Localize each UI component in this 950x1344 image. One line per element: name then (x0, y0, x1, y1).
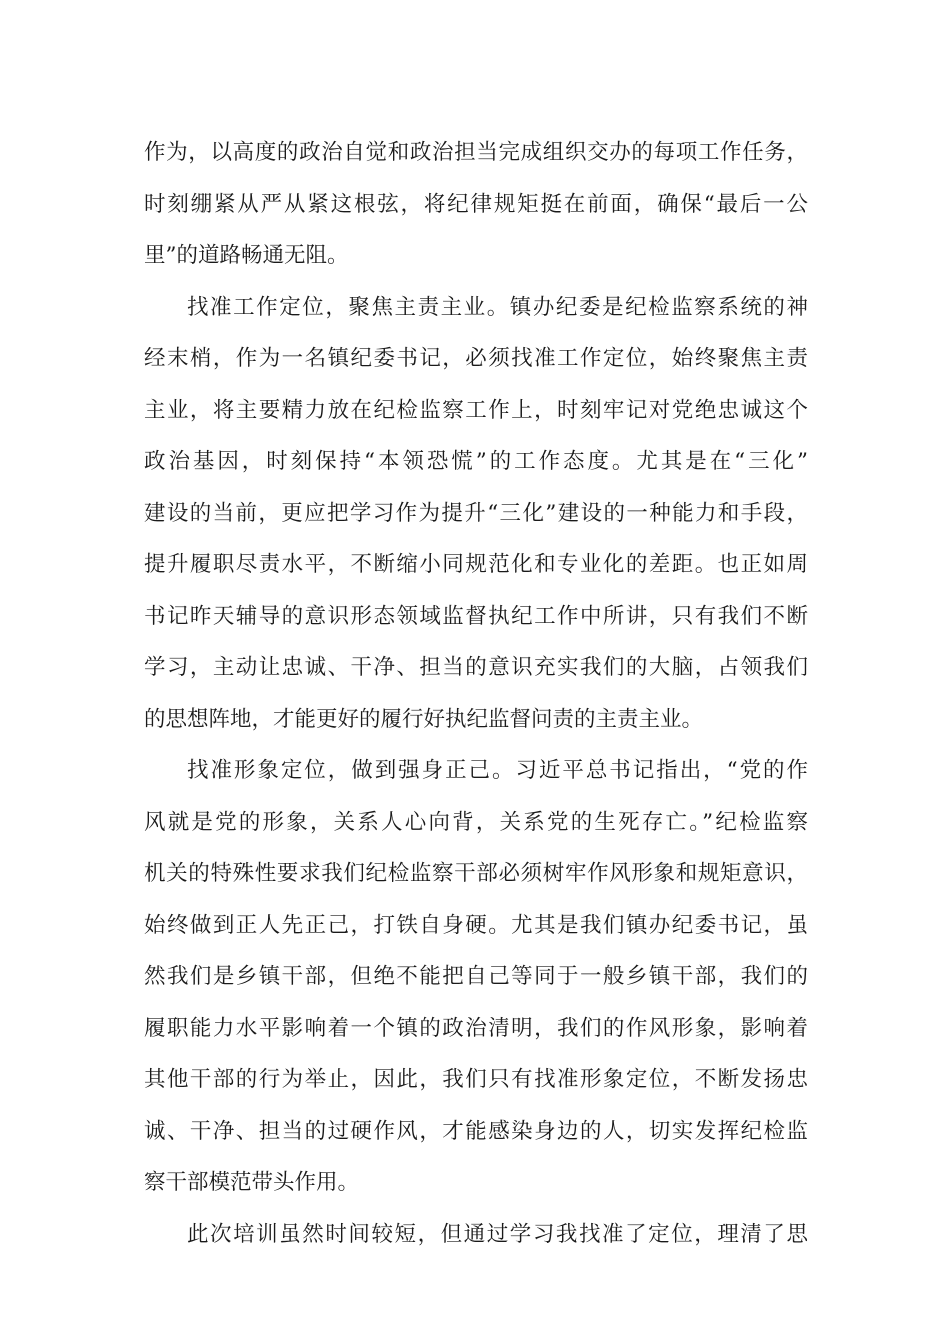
text-line: 里”的道路畅通无阻。 (144, 243, 349, 268)
text-line: 诚、干净、担当的过硬作风，才能感染身边的人，切实发挥纪检监 (144, 1118, 808, 1144)
text-line: 察干部模范带头作用。 (144, 1170, 360, 1195)
text-line: 此次培训虽然时间较短，但通过学习我找准了定位，理清了思 (187, 1221, 808, 1247)
text-line: 经末梢，作为一名镇纪委书记，必须找准工作定位，始终聚焦主责 (144, 346, 808, 371)
text-line: 机关的特殊性要求我们纪检监察干部必须树牢作风形象和规矩意识， (144, 861, 808, 886)
text-line: 学习，主动让忠诚、干净、担当的意识充实我们的大脑，占领我们 (144, 655, 808, 680)
document-body (144, 127, 808, 1260)
text-line: 的思想阵地，才能更好的履行好执纪监督问责的主责主业。 (144, 706, 704, 732)
text-line: 找准形象定位，做到强身正己。习近平总书记指出，“党的作 (187, 758, 808, 783)
text-line: 找准工作定位，聚焦主责主业。镇办纪委是纪检监察系统的神 (187, 294, 808, 320)
text-line: 始终做到正人先正己，打铁自身硬。尤其是我们镇办纪委书记，虽 (144, 912, 808, 938)
text-line: 政治基因，时刻保持“本领恐慌”的工作态度。尤其是在“三化” (144, 449, 808, 474)
text-line: 提升履职尽责水平，不断缩小同规范化和专业化的差距。也正如周 (144, 552, 808, 577)
text-line: 建设的当前，更应把学习作为提升“三化”建设的一种能力和手段， (144, 500, 808, 526)
text-line: 然我们是乡镇干部，但绝不能把自己等同于一般乡镇干部，我们的 (144, 964, 808, 989)
text-line: 其他干部的行为举止，因此，我们只有找准形象定位，不断发扬忠 (144, 1067, 808, 1092)
text-line: 履职能力水平影响着一个镇的政治清明，我们的作风形象，影响着 (144, 1015, 808, 1041)
text-line: 书记昨天辅导的意识形态领域监督执纪工作中所讲，只有我们不断 (144, 603, 808, 629)
text-line: 风就是党的形象，关系人心向背，关系党的生死存亡。”纪检监察 (144, 809, 808, 835)
text-line: 作为，以高度的政治自觉和政治担当完成组织交办的每项工作任务， (144, 140, 808, 165)
text-line: 主业，将主要精力放在纪检监察工作上，时刻牢记对党绝忠诚这个 (144, 397, 808, 423)
text-line: 时刻绷紧从严从紧这根弦，将纪律规矩挺在前面，确保“最后一公 (144, 191, 808, 217)
